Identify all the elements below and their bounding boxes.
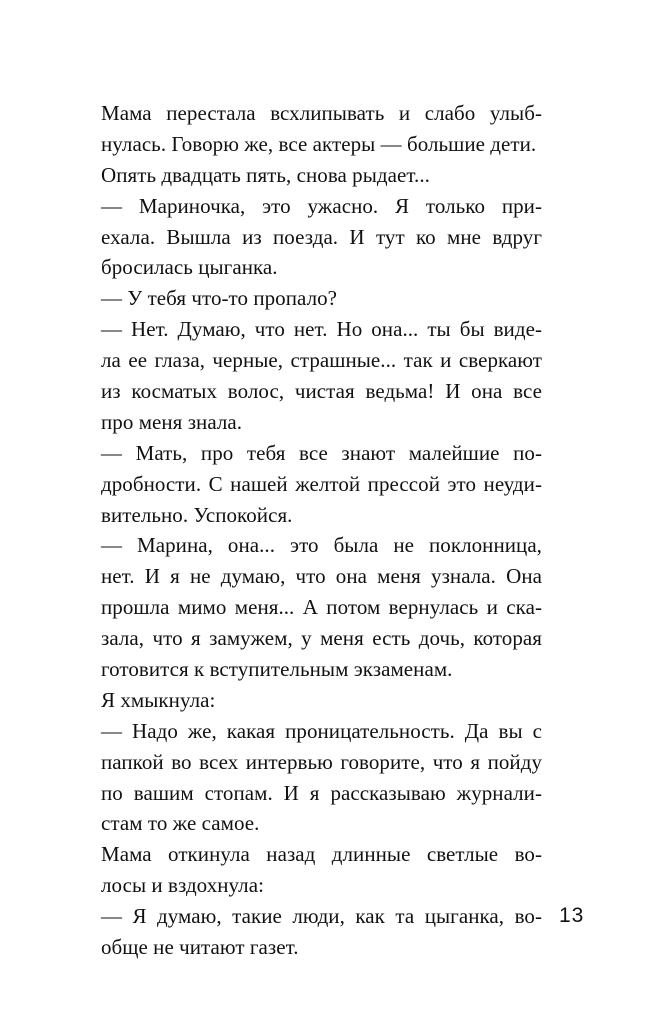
text-line: Мама перестала всхлипывать и слабо улыб- <box>101 101 542 125</box>
text-line: ла ее глаза, черные, страшные... так и сверкают <box>101 348 542 373</box>
text-line: бросилась цыганка. <box>101 255 278 280</box>
text-line: ехала. Вышла из поезда. И тут ко мне вдруг <box>101 224 542 249</box>
text-line: нулась. Говорю же, все актеры — большие дети. <box>101 131 537 156</box>
text-line: из косматых волос, чистая ведьма! И она все <box>101 379 542 404</box>
text-line: — Мать, про тебя все знают малейшие по- <box>101 440 542 465</box>
text-line: про меня знала. <box>101 409 243 434</box>
body-text <box>101 98 542 963</box>
text-line: Опять двадцать пять, снова рыдает... <box>101 162 430 187</box>
text-line: — Я думаю, такие люди, как та цыганка, во- <box>101 904 542 929</box>
text-line: стам то же самое. <box>101 811 260 836</box>
text-line: — Мариночка, это ужасно. Я только при- <box>101 193 542 218</box>
text-line: Мама откинула назад длинные светлые во- <box>101 842 542 867</box>
text-line: зала, что я замужем, у меня есть дочь, которая <box>101 626 542 651</box>
text-line: папкой во всех интервью говорите, что я пойду <box>101 749 542 774</box>
text-line: вительно. Успокойся. <box>101 502 293 527</box>
text-line: готовится к вступительным экзаменам. <box>101 657 453 682</box>
text-line: Я хмыкнула: <box>101 687 216 712</box>
text-line: нет. И я не думаю, что она меня узнала. Она <box>101 564 542 589</box>
text-line: прошла мимо меня... А потом вернулась и ска- <box>101 595 542 620</box>
text-line: дробности. С нашей желтой прессой это неуди- <box>101 471 542 496</box>
text-line: — Надо же, какая проницательность. Да вы с <box>101 718 542 743</box>
text-line: — У тебя что-то пропало? <box>101 286 338 311</box>
text-line: — Марина, она... это была не поклонница, <box>101 533 542 558</box>
text-line: — Нет. Думаю, что нет. Но она... ты бы виде- <box>101 317 542 342</box>
page-number: 13 <box>559 904 585 927</box>
text-line: лосы и вздохнула: <box>101 873 264 898</box>
text-line: по вашим стопам. И я рассказываю журнали- <box>101 780 542 805</box>
text-line: обще не читают газет. <box>101 935 299 960</box>
